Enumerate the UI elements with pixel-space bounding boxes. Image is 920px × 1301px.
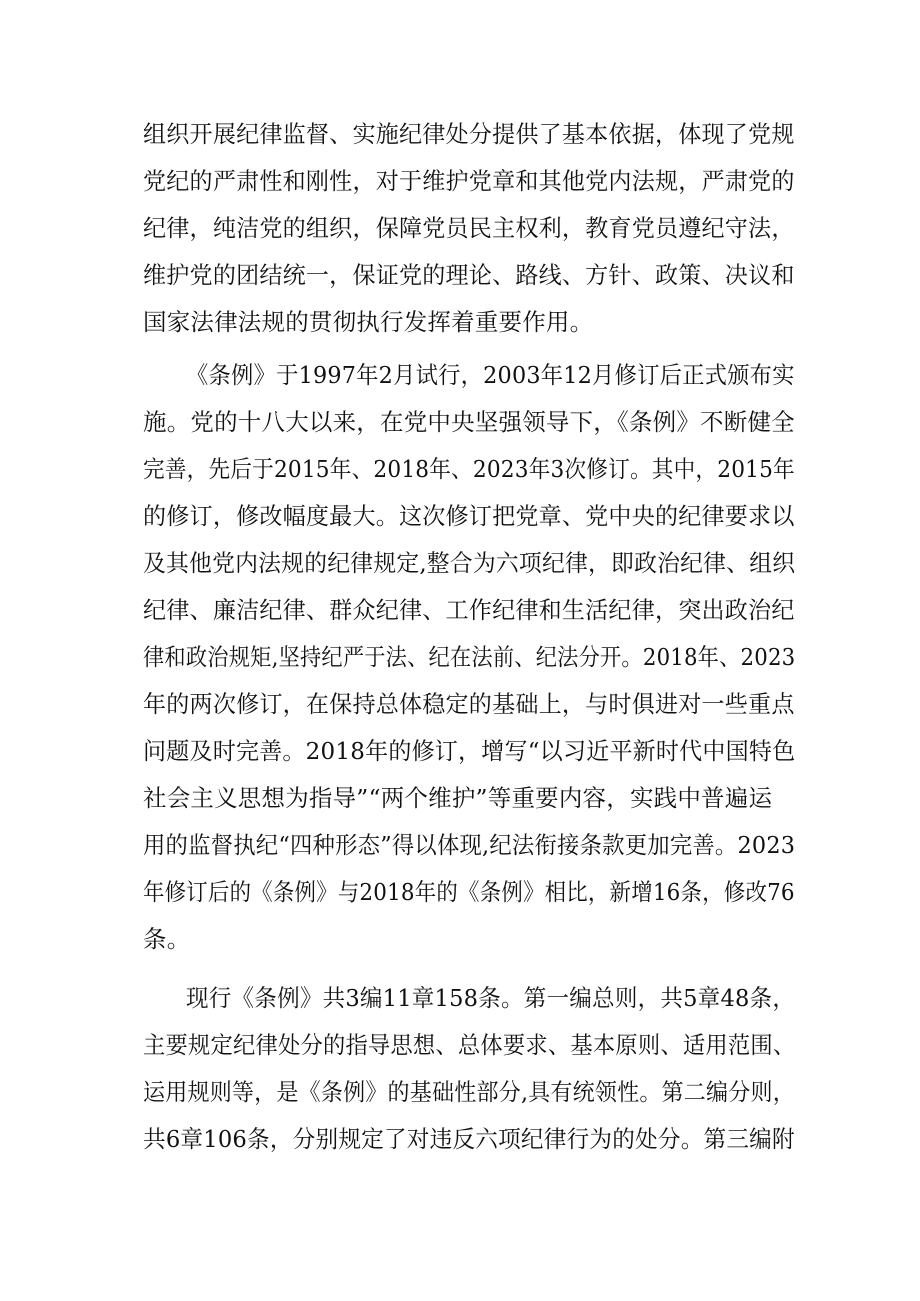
text-line: 年的两次修订，在保持总体稳定的基础上，与时俱进对一些重点 — [143, 690, 795, 718]
text-line: 《条例》于1997年2月试行，2003年12月修订后正式颁布实 — [186, 361, 795, 389]
text-line: 纪律，纯洁党的组织，保障党员民主权利，教育党员遵纪守法， — [143, 214, 795, 242]
text-line: 共6章106条，分别规定了对违反六项纪律行为的处分。第三编附 — [143, 1125, 795, 1153]
text-line: 党纪的严肃性和刚性，对于维护党章和其他党内法规，严肃党的 — [143, 167, 795, 195]
text-line: 国家法律法规的贯彻执行发挥着重要作用。 — [143, 308, 594, 336]
text-line: 主要规定纪律处分的指导思想、总体要求、基本原则、适用范围、 — [143, 1031, 796, 1059]
text-line: 组织开展纪律监督、实施纪律处分提供了基本依据，体现了党规 — [143, 120, 795, 148]
text-line: 用的监督执纪“四种形态”得以体现,纪法衔接条款更加完善。2023 — [143, 831, 796, 859]
text-line: 施。党的十八大以来，在党中央坚强领导下，《条例》不断健全 — [143, 408, 795, 436]
text-line: 条。 — [143, 925, 191, 953]
text-line: 完善，先后于2015年、2018年、2023年3次修订。其中，2015年 — [143, 455, 795, 483]
text-line: 现行《条例》共3编11章158条。第一编总则，共5章48条， — [186, 984, 796, 1012]
text-line: 纪律、廉洁纪律、群众纪律、工作纪律和生活纪律，突出政治纪 — [143, 596, 795, 624]
text-line: 社会主义思想为指导”“两个维护”等重要内容，实践中普遍运 — [143, 784, 773, 812]
text-line: 律和政治规矩,坚持纪严于法、纪在法前、纪法分开。2018年、2023 — [143, 643, 796, 671]
text-line: 维护党的团结统一，保证党的理论、路线、方针、政策、决议和 — [143, 261, 795, 289]
text-line: 年修订后的《条例》与2018年的《条例》相比，新增16条，修改76 — [143, 878, 795, 906]
text-line: 运用规则等，是《条例》的基础性部分,具有统领性。第二编分则， — [143, 1078, 795, 1106]
text-line: 的修订，修改幅度最大。这次修订把党章、党中央的纪律要求以 — [143, 502, 795, 530]
text-line: 及其他党内法规的纪律规定,整合为六项纪律，即政治纪律、组织 — [143, 549, 796, 577]
text-line: 问题及时完善。2018年的修订，增写“以习近平新时代中国特色 — [143, 737, 796, 765]
